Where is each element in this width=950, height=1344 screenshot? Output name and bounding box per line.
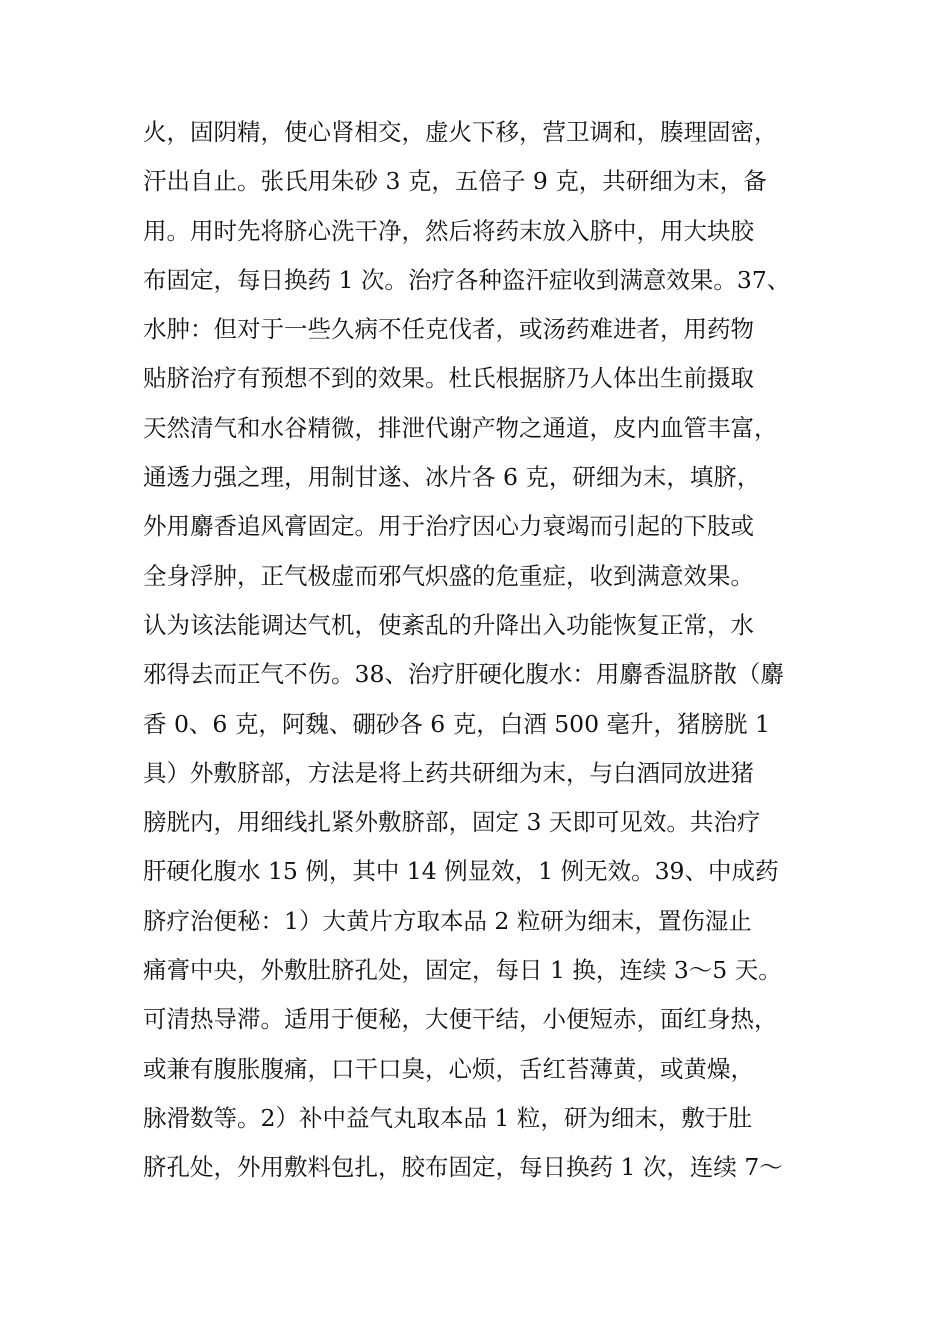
text-line-12: 邪得去而正气不伤。38、治疗肝硬化腹水：用麝香温脐散（麝 [143, 660, 784, 689]
text-line-13: 香 0、6 克，阿魏、硼砂各 6 克，白酒 500 毫升，猪膀胱 1 [143, 709, 770, 738]
text-line-7: 天然清气和水谷精微，排泄代谢产物之通道，皮内血管丰富， [143, 413, 778, 442]
text-line-5: 水肿：但对于一些久病不任克伐者，或汤药难进者，用药物 [143, 315, 754, 344]
text-line-4: 布固定，每日换药 1 次。治疗各种盗汗症收到满意效果。37、 [143, 265, 791, 294]
text-line-8: 通透力强之理，用制甘遂、冰片各 6 克，研细为末，填脐， [143, 463, 761, 492]
body-text [143, 108, 813, 1193]
text-line-6: 贴脐治疗有预想不到的效果。杜氏根据脐乃人体出生前摄取 [143, 364, 754, 393]
text-line-2: 汗出自止。张氏用朱砂 3 克，五倍子 9 克，共研细为末，备 [143, 167, 767, 196]
text-line-22: 脐孔处，外用敷料包扎，胶布固定，每日换药 1 次，连续 7～ [143, 1153, 783, 1182]
text-line-16: 肝硬化腹水 15 例，其中 14 例显效，1 例无效。39、中成药 [143, 857, 779, 886]
text-line-9: 外用麝香追风膏固定。用于治疗因心力衰竭而引起的下肢或 [143, 512, 754, 541]
text-line-20: 或兼有腹胀腹痛，口干口臭，心烦，舌红苔薄黄，或黄燥， [143, 1054, 754, 1083]
text-line-10: 全身浮肿，正气极虚而邪气炽盛的危重症，收到满意效果。 [143, 561, 754, 590]
text-line-18: 痛膏中央，外敷肚脐孔处，固定，每日 1 换，连续 3～5 天。 [143, 956, 782, 985]
text-line-11: 认为该法能调达气机，使紊乱的升降出入功能恢复正常，水 [143, 610, 754, 639]
text-line-3: 用。用时先将脐心洗干净，然后将药末放入脐中，用大块胶 [143, 216, 754, 245]
text-line-14: 具）外敷脐部，方法是将上药共研细为末，与白酒同放进猪 [143, 758, 754, 787]
text-line-17: 脐疗治便秘：1）大黄片方取本品 2 粒研为细末，置伤湿止 [143, 906, 752, 935]
text-line-21: 脉滑数等。2）补中益气丸取本品 1 粒，研为细末，敷于肚 [143, 1103, 752, 1132]
text-line-19: 可清热导滞。适用于便秘，大便干结，小便短赤，面红身热， [143, 1005, 778, 1034]
text-line-15: 膀胱内，用细线扎紧外敷脐部，固定 3 天即可见效。共治疗 [143, 808, 761, 837]
text-line-1: 火，固阴精，使心肾相交，虚火下移，营卫调和，腠理固密， [143, 118, 778, 146]
